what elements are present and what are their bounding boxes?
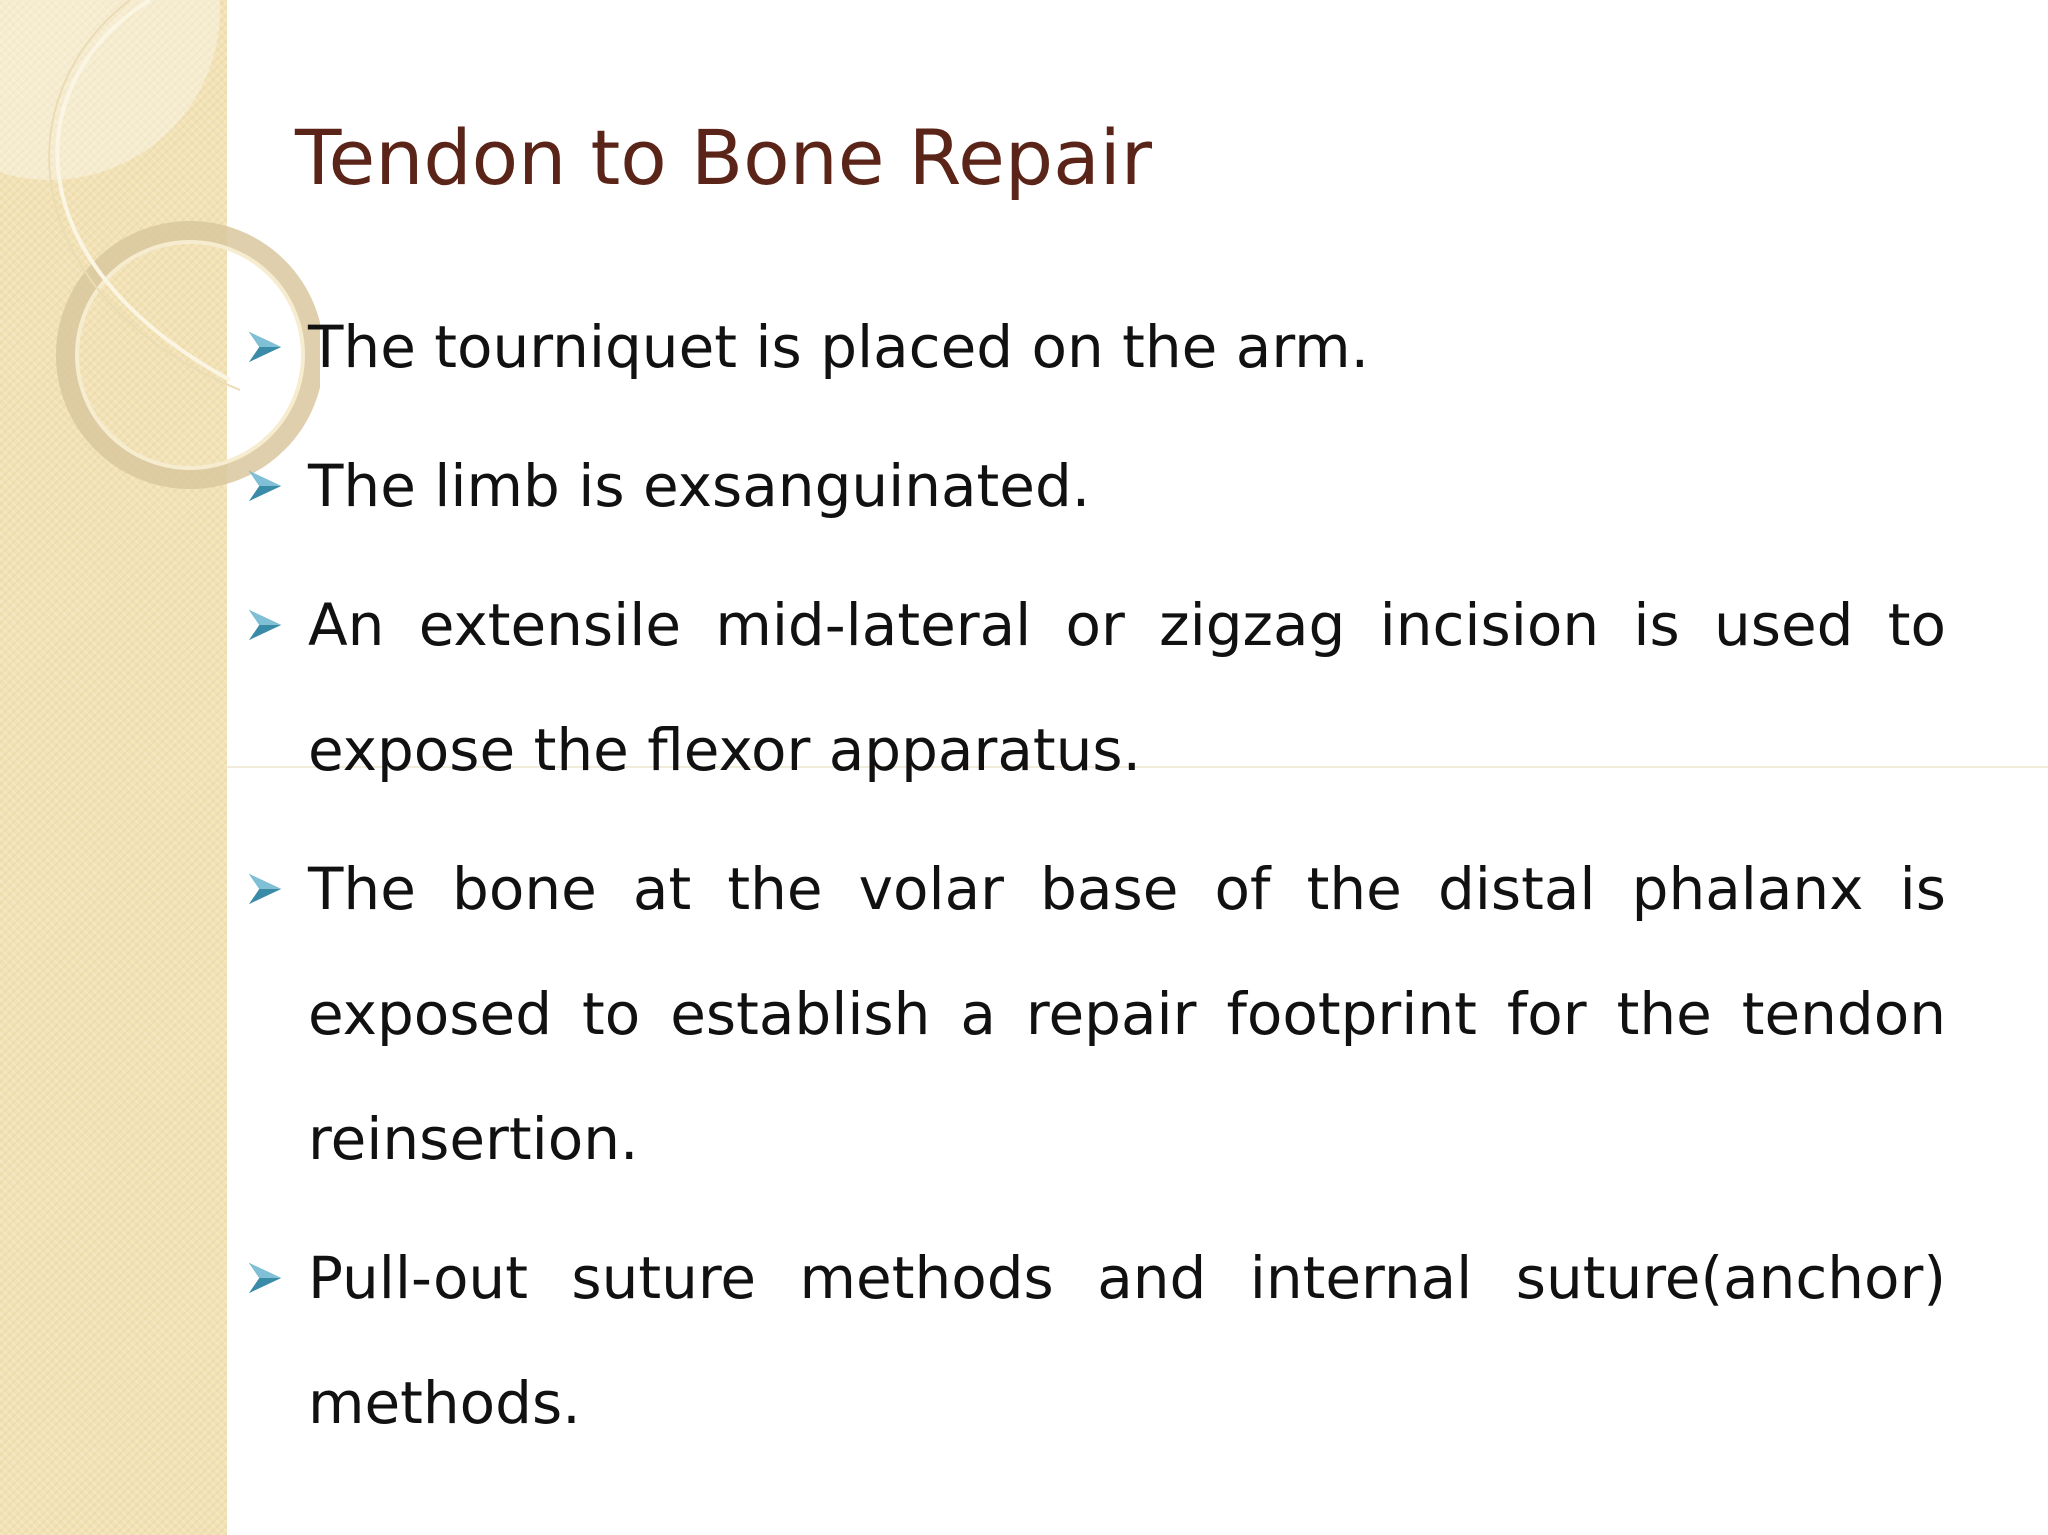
bullet-item: [246, 827, 1946, 1202]
bullet-text: The tourniquet is placed on the arm.: [308, 313, 1370, 381]
bullet-text: The bone at the volar base of the distal phalanx is exposed to establish a repair footprint for the tendon reinsertion.: [308, 855, 1946, 1173]
bullet-text: The limb is exsanguinated.: [308, 452, 1091, 520]
slide-title: Tendon to Bone Repair: [295, 113, 1153, 202]
arrowhead-bullet-icon: [246, 1259, 284, 1297]
bullet-text: Pull-out suture methods and internal suture(anchor) methods.: [308, 1244, 1946, 1437]
bullet-item: [246, 1216, 1946, 1466]
arrowhead-bullet-icon: [246, 606, 284, 644]
bullet-item: [246, 563, 1946, 813]
arrowhead-bullet-icon: [246, 467, 284, 505]
bullet-list: [246, 285, 1946, 1480]
bullet-item: [246, 424, 1946, 549]
bullet-text: An extensile mid-lateral or zigzag incision is used to expose the flexor apparatus.: [308, 591, 1946, 784]
bullet-item: [246, 285, 1946, 410]
arrowhead-bullet-icon: [246, 328, 284, 366]
arrowhead-bullet-icon: [246, 870, 284, 908]
